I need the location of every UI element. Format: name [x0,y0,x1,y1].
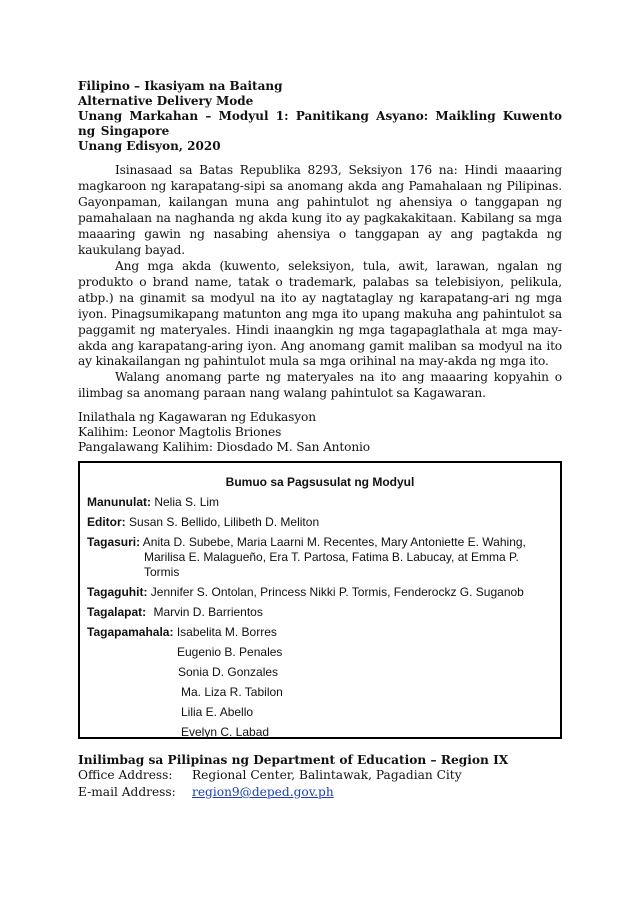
reviewers-value-line-2: Marilisa E. Malagueño, Era T. Partosa, Fatima B. Labucay, at Emma P. [144,550,519,564]
credit-layout-artist [87,605,547,620]
delivery-mode: Alternative Delivery Mode [78,94,254,108]
layout-artist-value: Marvin D. Barrientos [153,605,263,619]
credits-title: Bumuo sa Pagsusulat ng Modyul [225,475,415,489]
management-value-6: Evelyn C. Labad [181,725,270,739]
credits-box [78,461,562,739]
reviewers-value-line-1: Anita D. Subebe, Maria Laarni M. Recentes, Mary Antoniette E. Wahing, [142,535,526,549]
undersecretary-line: Pangalawang Kalihim: Diosdado M. San Antonio [78,440,370,454]
reviewers-label: Tagasuri: [87,535,141,549]
writer-value: Nelia S. Lim [154,495,220,509]
management-value-4: Ma. Liza R. Tabilon [181,685,283,699]
management-value-3: Sonia D. Gonzales [178,665,279,679]
credit-reviewers [87,535,547,550]
reviewers-value-line-3: Tormis [144,565,180,579]
email-link[interactable]: region9@deped.gov.ph [192,785,334,799]
management-value-1: Isabelita M. Borres [176,625,277,639]
edition: Unang Edisyon, 2020 [78,139,221,153]
illustrators-value: Jennifer S. Ontolan, Princess Nikki P. Tormis, Fenderockz G. Suganob [150,585,524,599]
copyright-paragraph-2: Ang mga akda (kuwento, seleksiyon, tula, awit, larawan, ngalan ng produkto o brand name, tatak o trademark, palabas sa telebisiyon, pelikula, atbp.) na ginamit sa modyul na ito ay nagtataglay ng karapatang-ari ng mga iyon. Pinagsumikapang matunton ang mga ito upang makuha ang pahintulot sa paggamit ng materyales. Hindi inaangkin ng mga tagapaglathala at mga may-akda ang karapatang-aring iyon. Ang anomang gamit maliban sa modyul na ito ay kinakailangan ng pahintulot mula sa mga orihinal na may-akda ng mga ito. [78,259,562,369]
secretary-line: Kalihim: Leonor Magtolis Briones [78,425,282,439]
management-label: Tagapamahala: [87,625,174,639]
office-address-row [78,768,462,783]
management-value-2: Eugenio B. Penales [177,645,283,659]
copyright-paragraph-1: Isinasaad sa Batas Republika 8293, Seksiyon 176 na: Hindi maaaring magkaroon ng karapatang-sipi sa anomang akda ang Pamahalaan ng Pilipinas. Gayonpaman, kailangan muna ang pahintulot ng ahensiya o tanggapan ng pamahalaan na naghanda ng akda kung ito ay pagkakakitaan. Kabilang sa mga maaaring gawin ng nasabing ahensiya o tanggapan ay ang pagtakda ng kaukulang bayad. [78,163,562,257]
publisher-line: Inilathala ng Kagawaran ng Edukasyon [78,410,316,424]
office-address-label: Office Address: [78,768,173,782]
module-title: Unang Markahan – Modyul 1: Panitikang Asyano: Maikling Kuwento ng Singapore [78,109,562,138]
email-address-label: E-mail Address: [78,785,176,799]
credit-editor [87,515,547,530]
editor-label: Editor: [87,515,126,529]
editor-value: Susan S. Bellido, Lilibeth D. Meliton [129,515,320,529]
email-address-row [78,785,334,800]
layout-artist-label: Tagalapat: [87,605,147,619]
copyright-paragraph-3: Walang anomang parte ng materyales na ito ang maaaring kopyahin o ilimbag sa anomang paraan nang walang pahintulot sa Kagawaran. [78,370,562,400]
management-value-5: Lilia E. Abello [181,705,254,719]
credit-writer [87,495,547,510]
illustrators-label: Tagaguhit: [87,585,148,599]
credit-management [87,625,547,640]
writer-label: Manunulat: [87,495,151,509]
subject-title: Filipino – Ikasiyam na Baitang [78,79,283,93]
office-address-value: Regional Center, Balintawak, Pagadian City [192,768,462,782]
credit-illustrators [87,585,547,600]
printing-notice: Inilimbag sa Pilipinas ng Department of Education – Region IX [78,753,509,767]
